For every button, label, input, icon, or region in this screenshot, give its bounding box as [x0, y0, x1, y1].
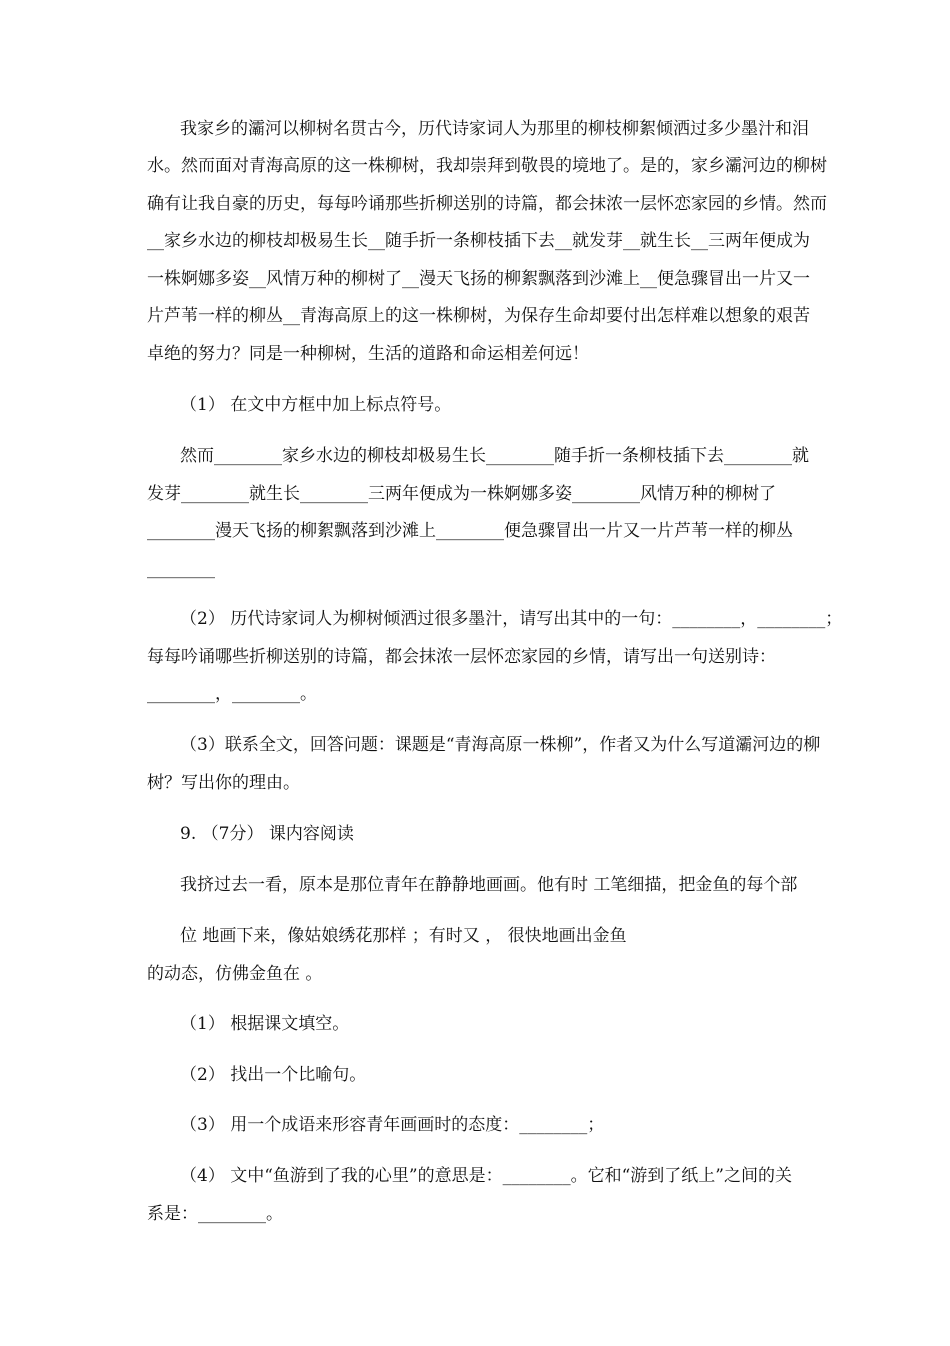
section-9-question-4-line: （4） 文中“鱼游到了我的心里”的意思是：________。它和“游到了纸上”之间的关 [180, 1166, 792, 1186]
question-2-line: ________，________。 [147, 684, 317, 704]
passage-line: 一株婀娜多姿__风情万种的柳树了__漫天飞扬的柳絮飘落到沙滩上__便急骤冒出一片又一 [147, 269, 810, 289]
passage-line: 我家乡的灞河以柳树名贯古今，历代诗家词人为那里的柳枝柳絮倾洒过多少墨汁和泪 [180, 119, 809, 139]
section-9-question: （3） 用一个成语来形容青年画画时的态度：________； [180, 1115, 605, 1135]
passage-line: 片芦苇一样的柳丛__青海高原上的这一株柳树，为保存生命却要付出怎样难以想象的艰苦 [147, 306, 810, 326]
section-9-passage-line: 我挤过去一看，原本是那位青年在静静地画画。他有时 工笔细描，把金鱼的每个部 [180, 875, 798, 895]
section-9-passage-line: 位 地画下来，像姑娘绣花那样 ；有时又 ， 很快地画出金鱼 [180, 926, 627, 946]
section-9-question-4-line: 系是：________。 [147, 1204, 283, 1224]
question-1-line: 然而________家乡水边的柳枝却极易生长________随手折一条柳枝插下去________就 [180, 446, 809, 466]
section-9-question: （1） 根据课文填空。 [180, 1014, 350, 1034]
question-1-prompt: （1） 在文中方框中加上标点符号。 [180, 395, 452, 415]
question-1-line: ________ [147, 559, 215, 579]
question-3-line: （3）联系全文，回答问题：课题是“青海高原一株柳”，作者又为什么写道灞河边的柳 [180, 735, 821, 755]
section-9-question: （2） 找出一个比喻句。 [180, 1065, 367, 1085]
question-2-line: 每每吟诵哪些折柳送别的诗篇，都会抹浓一层怀恋家园的乡情，请写出一句送别诗： [147, 647, 776, 667]
question-3-line: 树？写出你的理由。 [147, 773, 300, 793]
section-9-heading: 9. （7分） 课内容阅读 [180, 824, 354, 844]
question-1-line: 发芽________就生长________三两年便成为一株婀娜多姿________风情万种的柳树了 [147, 484, 776, 504]
question-2-line: （2） 历代诗家词人为柳树倾洒过很多墨汁，请写出其中的一句：________，________； [180, 609, 843, 629]
section-9-passage-line: 的动态，仿佛金鱼在 。 [147, 964, 323, 984]
question-1-line: ________漫天飞扬的柳絮飘落到沙滩上________便急骤冒出一片又一片芦苇一样的柳丛 [147, 521, 793, 541]
passage-line: 卓绝的努力？同是一种柳树，生活的道路和命运相差何远！ [147, 344, 589, 364]
passage-line: 水。然而面对青海高原的这一株柳树，我却崇拜到敬畏的境地了。是的，家乡灞河边的柳树 [147, 156, 827, 176]
passage-line: __家乡水边的柳枝却极易生长__随手折一条柳枝插下去__就发芽__就生长__三两年便成为 [147, 231, 810, 251]
passage-line: 确有让我自豪的历史，每每吟诵那些折柳送别的诗篇，都会抹浓一层怀恋家园的乡情。然而 [147, 194, 827, 214]
